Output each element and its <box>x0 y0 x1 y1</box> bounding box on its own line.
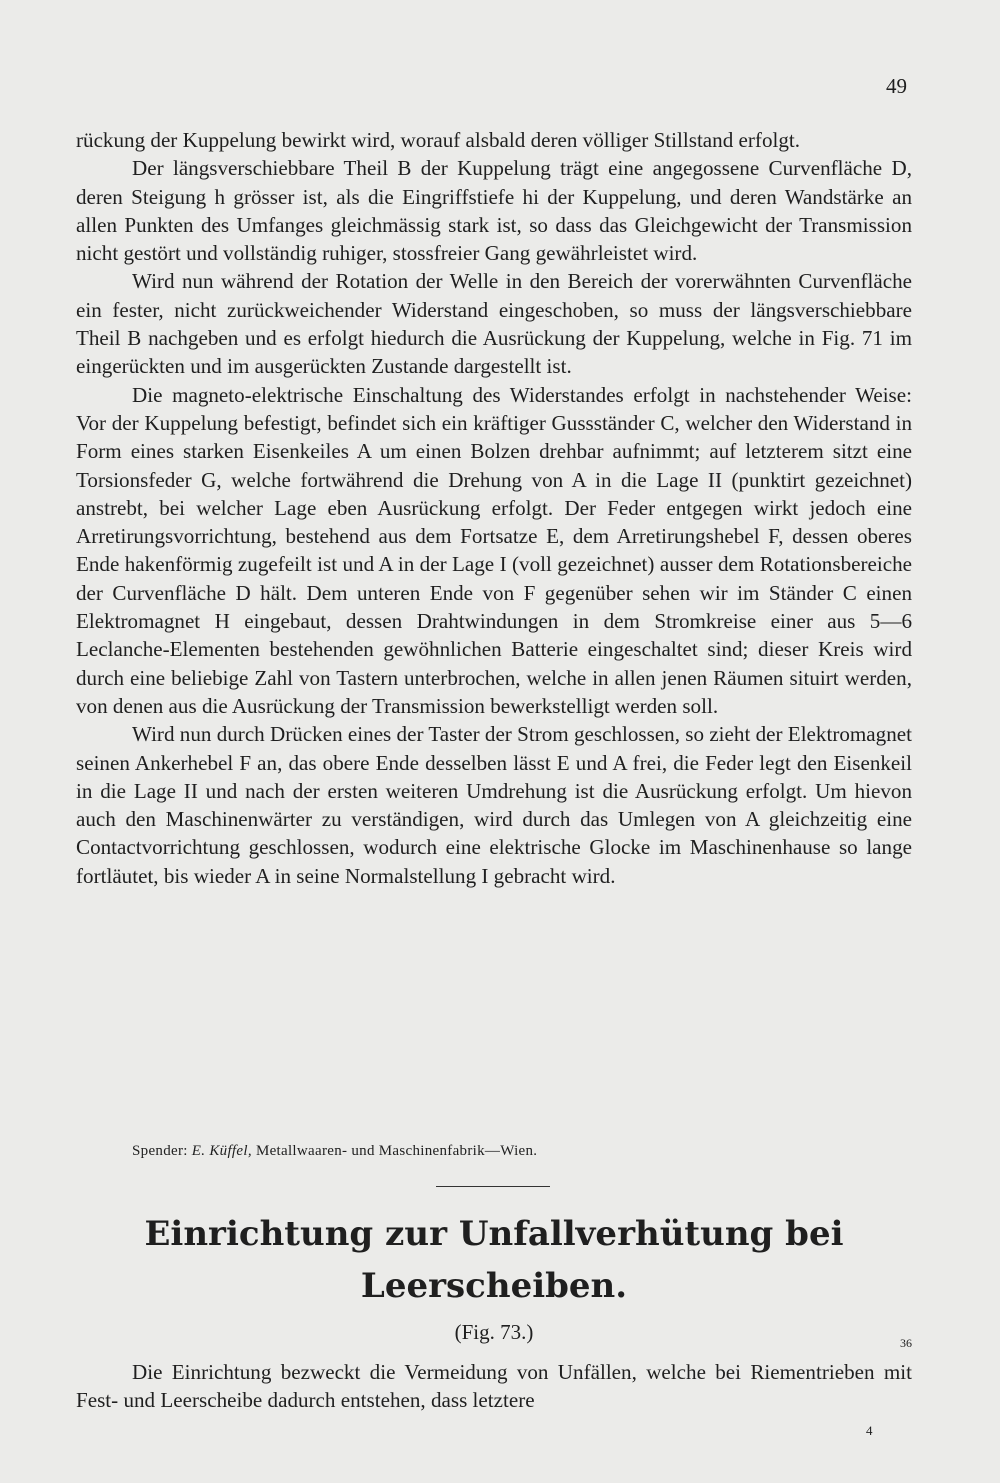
section-heading <box>76 1208 912 1312</box>
signature-mark: 4 <box>866 1423 873 1438</box>
closing-paragraph: Die Einrichtung bezweckt die Vermeidung von Unfällen, welche bei Riementrieben mit Fest- und Leerscheibe dadurch entstehen, dass letztere <box>76 1360 912 1413</box>
heading-line-1: Einrichtung zur Unfallverhütung bei <box>144 1214 844 1254</box>
sponsor-company: Metallwaaren- und Maschinenfabrik—Wien. <box>255 1143 538 1159</box>
page-number: 49 <box>886 74 907 98</box>
sponsor-prefix: Spender: <box>132 1143 188 1159</box>
paragraph-4: Die magneto-elektrische Einschaltung des Widerstandes erfolgt in nachstehender Weise: Vor der Kuppelung befestigt, befindet sich ein kräftiger Gussständer C, welcher den Widerstand in Form eines starken Eisenkeiles A um einen Bolzen drehbar aufnimmt; auf letzterem sitzt eine Torsionsfeder G, welche fortwährend die Drehung von A in die Lage II (punktirt gezeichnet) anstrebt, bei welcher Lage eben Ausrückung erfolgt. Der Feder entgegen wirkt jedoch eine Arretirungsvorrichtung, bestehend aus dem Fortsatze E, dem Arretirungshebel F, dessen oberes Ende hakenförmig zugefeilt ist und A in der Lage I (voll gezeichnet) ausser dem Rotationsbereiche der Curvenfläche D hält. Dem unteren Ende von F gegenüber sehen wir im Ständer C einen Elektromagnet H eingebaut, dessen Drahtwindungen in dem Stromkreise einer aus 5—6 Leclanche-Elementen bestehenden gewöhnlichen Batterie eingeschaltet sind; dieser Kreis wird durch eine beliebige Zahl von Tastern unterbrochen, welche in allen jenen Räumen situirt werden, von denen aus die Ausrückung der Transmission bewerkstelligt werden soll. <box>76 382 912 718</box>
paragraph-3: Wird nun während der Rotation der Welle in den Bereich der vorerwähnten Curvenfläche ein fester, nicht zurückweichender Widerstand eingeschoben, so muss der längsverschiebbare Theil B nachgeben und es erfolgt hiedurch die Ausrückung der Kuppelung, welche in Fig. 71 im eingerückten und im ausgerückten Zustande dargestellt ist. <box>76 269 912 379</box>
paragraph-5: Wird nun durch Drücken eines der Taster der Strom geschlossen, so zieht der Elektromagnet seinen Ankerhebel F an, das obere Ende desselben lässt E und A frei, die Feder legt den Eisenkeil in die Lage II und nach der ersten weiteren Umdrehung ist die Ausrückung erfolgt. Um hievon auch den Maschinenwärter zu verständigen, wird durch das Umlegen von A gleichzeitig eine Contactvorrichtung geschlossen, wodurch eine elektrische Glocke im Maschinenhause so lange fortläutet, bis wieder A in seine Normalstellung I gebracht wird. <box>76 722 912 888</box>
figure-reference: (Fig. 73.) <box>454 1320 534 1344</box>
body-text <box>76 126 912 890</box>
paragraph-1: rückung der Kuppelung bewirkt wird, worauf alsbald deren völliger Stillstand erfolgt. <box>76 128 801 152</box>
sponsor-name: E. Küffel, <box>191 1143 252 1159</box>
margin-number: 36 <box>900 1336 912 1350</box>
sponsor-line <box>132 1143 537 1160</box>
section-divider <box>436 1186 550 1187</box>
heading-line-2: Leerscheiben. <box>360 1266 628 1306</box>
paragraph-2: Der längsverschiebbare Theil B der Kuppelung trägt eine angegossene Curvenfläche D, deren Steigung h grösser ist, als die Eingriffstiefe hi der Kuppelung, und deren Wandstärke an allen Punkten des Umfanges gleichmässig stark ist, so dass das Gleichgewicht der Transmission nicht gestört und vollständig ruhiger, stossfreier Gang gewährleistet wird. <box>76 156 912 266</box>
closing-text <box>76 1358 912 1415</box>
